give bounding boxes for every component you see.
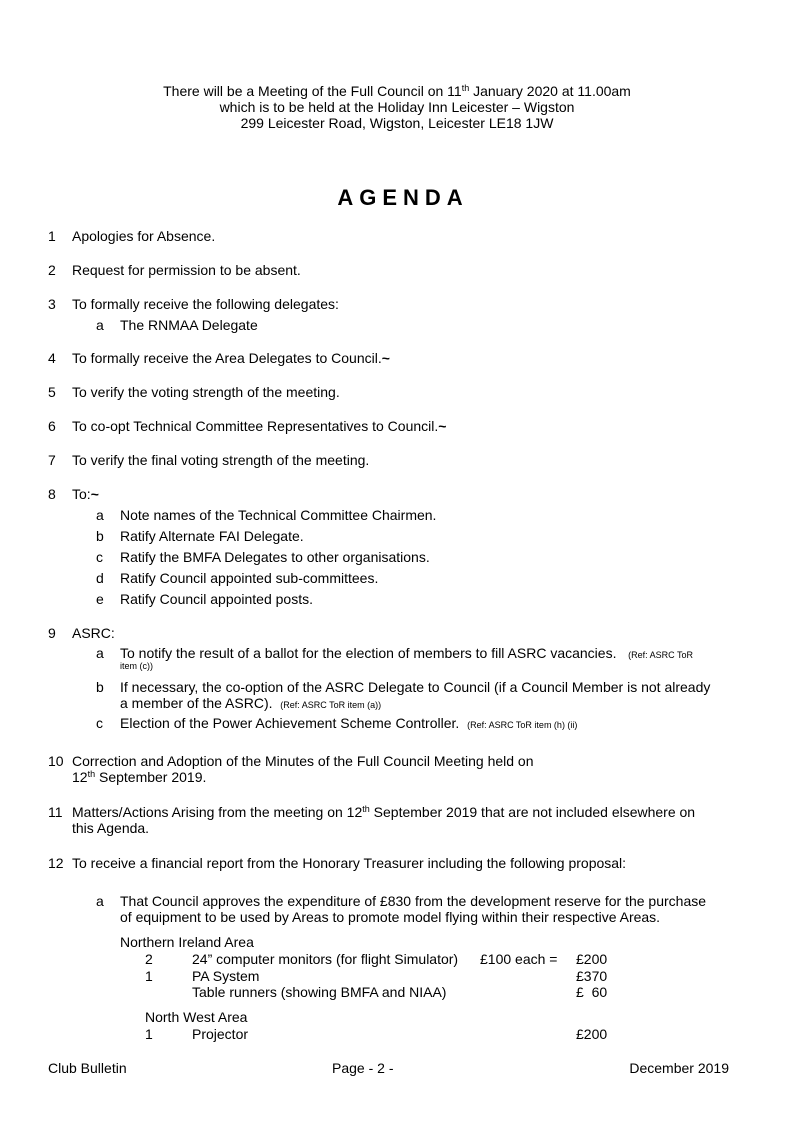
description: Projector: [192, 1026, 249, 1042]
amount: £200: [576, 1026, 608, 1042]
sub-item-letter: d: [96, 570, 104, 586]
item-text-continued: [72, 769, 206, 785]
sub-item-letter: b: [96, 528, 104, 544]
item-number: 12: [48, 855, 64, 871]
ordinal-suffix: th: [87, 769, 96, 779]
item-text: To receive a financial report from the Honorary Treasurer including the following proposal:: [72, 855, 627, 871]
sub-item-text: [120, 715, 577, 733]
item-text-body: September 2019.: [95, 769, 207, 785]
meeting-notice-line-2: which is to be held at the Holiday Inn Leicester – Wigston: [219, 99, 575, 115]
sub-item-text-body: To notify the result of a ballot for the election of members to fill ASRC vacancies.: [120, 645, 617, 661]
sub-item-letter: a: [96, 507, 104, 523]
sub-item-letter: c: [96, 549, 103, 565]
item-text-body: 12: [72, 769, 88, 785]
item-number: 7: [48, 452, 56, 468]
sub-item-letter: e: [96, 591, 104, 607]
page-title: AGENDA: [337, 185, 469, 210]
area-name: Northern Ireland Area: [120, 934, 254, 950]
item-text: Request for permission to be absent.: [72, 262, 301, 278]
item-number: 1: [48, 228, 56, 244]
sub-item-text: If necessary, the co-option of the ASRC Delegate to Council (if a Council Member is not already: [120, 679, 711, 695]
sub-item-text-continued: of equipment to be used by Areas to promote model flying within their respective Areas.: [120, 909, 661, 925]
item-number: 2: [48, 262, 56, 278]
reference-note-continued: item (c)): [120, 661, 153, 671]
item-number: 4: [48, 350, 56, 366]
sub-item-text-body: a member of the ASRC).: [120, 695, 273, 711]
item-text-continued: this Agenda.: [72, 820, 150, 836]
item-text-body: To formally receive the Area Delegates to Council.: [72, 350, 382, 366]
item-text-body: To co-opt Technical Committee Representatives to Council.: [72, 418, 439, 434]
sub-item-letter: a: [96, 893, 104, 909]
tilde-marker: ~: [90, 486, 99, 502]
quantity: 1: [145, 1026, 153, 1042]
item-number: 9: [48, 625, 56, 641]
sub-item-text: That Council approves the expenditure of £830 from the development reserve for the purchase: [120, 893, 707, 909]
amount: £200: [576, 951, 608, 967]
reference-note: (Ref: ASRC ToR item (h) (ii): [467, 720, 578, 730]
item-text: Correction and Adoption of the Minutes of the Full Council Meeting held on: [72, 753, 534, 769]
item-text: To formally receive the following delegates:: [72, 296, 339, 312]
meeting-notice-line-3: 299 Leicester Road, Wigston, Leicester LE18 1JW: [240, 115, 554, 131]
item-text: [72, 804, 695, 820]
sub-item-text: Ratify Council appointed posts.: [120, 591, 313, 607]
sub-item-text: [120, 645, 693, 663]
item-text-body: September 2019 that are not included elsewhere on: [369, 804, 696, 820]
item-text: [72, 350, 390, 366]
item-number: 10: [48, 753, 64, 769]
quantity: 2: [145, 951, 153, 967]
description: PA System: [192, 968, 260, 984]
sub-item-letter: b: [96, 679, 104, 695]
footer-page-number: Page - 2 -: [332, 1060, 394, 1076]
meeting-notice-line-1: [0, 83, 794, 99]
item-number: 5: [48, 384, 56, 400]
item-text: To verify the final voting strength of the meeting.: [72, 452, 370, 468]
amount: £370: [576, 968, 608, 984]
amount: £ 60: [576, 984, 608, 1000]
tilde-marker: ~: [381, 350, 390, 366]
area-name: North West Area: [145, 1009, 248, 1025]
sub-item-text: Note names of the Technical Committee Chairmen.: [120, 507, 437, 523]
item-text-body: To:: [72, 486, 91, 502]
footer-date: December 2019: [629, 1060, 729, 1076]
item-text: [72, 486, 99, 502]
item-number: 11: [48, 804, 63, 820]
item-number: 8: [48, 486, 56, 502]
sub-item-text: Ratify Council appointed sub-committees.: [120, 570, 379, 586]
item-text: Apologies for Absence.: [72, 228, 216, 244]
ordinal-suffix: th: [362, 804, 370, 814]
sub-item-letter: a: [96, 317, 104, 333]
sub-item-text: The RNMAA Delegate: [120, 317, 258, 333]
sub-item-letter: c: [96, 715, 103, 731]
notice-text: January 2020 at 11.00am: [469, 83, 631, 99]
description: Table runners (showing BMFA and NIAA): [192, 984, 447, 1000]
reference-note: (Ref: ASRC ToR: [628, 650, 693, 660]
item-text: ASRC:: [72, 625, 115, 641]
item-number: 6: [48, 418, 56, 434]
tilde-marker: ~: [438, 418, 447, 434]
sub-item-text-continued: [120, 695, 381, 713]
unit-price: £100 each =: [480, 951, 558, 967]
footer-publication: Club Bulletin: [48, 1060, 127, 1076]
item-text: [72, 418, 446, 434]
sub-item-text: Ratify the BMFA Delegates to other organisations.: [120, 549, 430, 565]
quantity: 1: [145, 968, 153, 984]
description: 24” computer monitors (for flight Simulator): [192, 951, 459, 967]
item-text: To verify the voting strength of the meeting.: [72, 384, 340, 400]
ordinal-suffix: th: [461, 83, 470, 93]
reference-note: (Ref: ASRC ToR item (a)): [280, 700, 382, 710]
item-number: 3: [48, 296, 56, 312]
sub-item-letter: a: [96, 645, 104, 661]
sub-item-text-body: Election of the Power Achievement Scheme Controller.: [120, 715, 460, 731]
notice-text: There will be a Meeting of the Full Council on 11: [163, 83, 462, 99]
sub-item-text: Ratify Alternate FAI Delegate.: [120, 528, 304, 544]
item-text-body: Matters/Actions Arising from the meeting on 12: [72, 804, 363, 820]
